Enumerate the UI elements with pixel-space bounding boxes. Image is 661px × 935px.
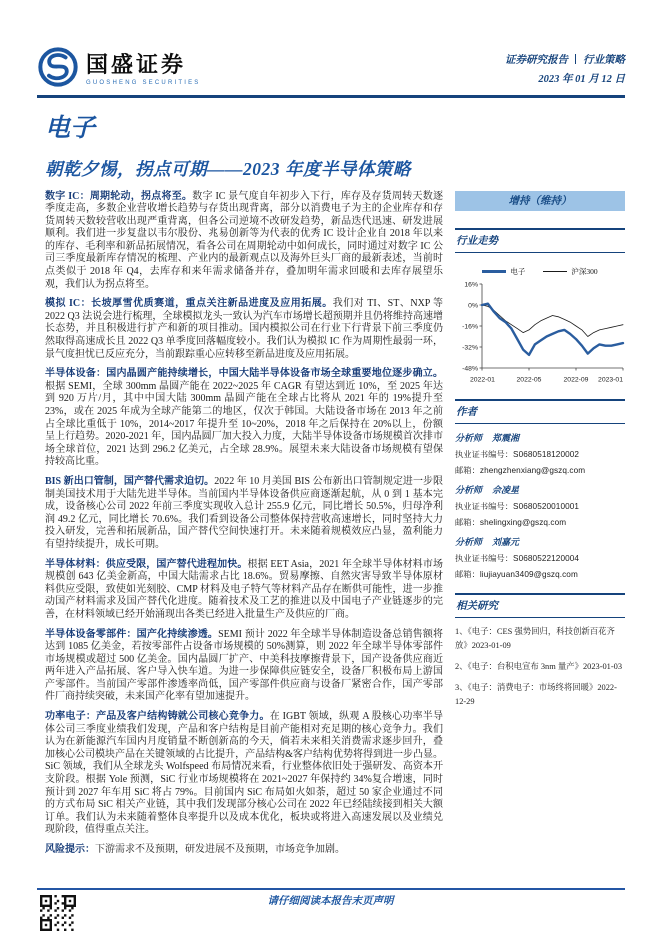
paragraph-analog-ic [45,298,443,361]
qr-code [40,895,76,931]
divider [575,54,576,64]
paragraph-risk-warning [45,844,443,857]
brand-name-en: GUOSHENG SECURITIES [86,80,201,86]
chart-legend [455,267,625,277]
analyst-role: 分析师 [455,432,483,443]
svg-text:2022-09: 2022-09 [563,376,589,383]
paragraph-bis-control [45,476,443,552]
paragraph-lead: BIS 新出口管制，国产替代需求迫切。 [45,475,215,487]
cert-label: 执业证书编号： [455,449,514,459]
svg-text:-32%: -32% [462,343,478,351]
analyst-email[interactable]: liujiayuan3409@gszq.com [479,569,578,579]
paragraph-semi-equipment [45,368,443,469]
line-chart [455,279,627,385]
related-research-link[interactable]: 3、《电子：消费电子：市场终将回暖》2022-12-29 [455,682,617,706]
section-header-related: 相关研究 [455,593,625,618]
guosheng-logo [37,46,200,88]
analyst-role: 分析师 [455,484,483,495]
cert-label: 执业证书编号： [455,553,514,563]
analyst-name: 郑震湘 [492,432,520,443]
analyst-entry [455,483,625,528]
paragraph-text: 2022 年 10 月美国 BIS 公布新出口管制规定进一步限制美国技术用于大陆先进半导体。当前国内半导体设备供应商逐渐起航，从 0 到 1 基本完成，设备核心公司 2022 年前三季度实现收入总计 255.9 亿元，同比增长 50.5%，归母净利润 49.2 亿元，同比增长 70.6%。我们看到设备公司整体保持营收高速增长，同时坚持大力投入研发，完善和拓展新品，国产替代空间快速打开。未来随着规模效应凸显，盈利能力有望持续提升，成长可期。 [45,475,444,550]
legend-swatch-icon [482,270,506,272]
svg-text:2022-05: 2022-05 [516,376,542,383]
sidebar [455,191,625,709]
report-category: 行业策略 [583,55,625,66]
paragraph-lead: 功率电子：产品及客户结构铸就公司核心竞争力。 [45,711,270,723]
legend-swatch-icon [543,271,567,272]
paragraph-text: 下游需求不及预期，研发进展不及预期，市场竞争加剧。 [95,844,345,855]
analyst-email[interactable]: shelingxing@gszq.com [479,517,567,527]
paragraph-lead: 模拟 IC：长坡厚雪优质赛道，重点关注新品进度及应用拓展。 [45,298,333,310]
report-body [45,191,443,864]
industry-trend-chart [455,267,625,385]
authors-section [455,399,625,580]
legend-item-dianzi [482,266,525,277]
svg-text:16%: 16% [464,280,478,288]
section-header-industry-trend: 行业走势 [455,228,625,253]
svg-text:-48%: -48% [462,364,478,372]
paragraph-semi-materials [45,559,443,622]
legend-item-hs300 [543,266,597,277]
guosheng-logo-icon [37,46,79,88]
paragraph-text: 根据 EET Asia，2021 年全球半导体材料市场规模创 643 亿美金新高，中国大陆需求占比 18.6%。贸易摩擦、自然灾害导致半导体原材料供应受限，致使如光刻胶、CMP 材料及电子特气等材料产品存在断供可能性，进一步推动国产材料需求及国产替代化进度。随着技术及工艺的推进以及中国电子产业链逐步的完善，在材料领域已经开始涌现出各类已经进入批量生产及供应的厂商。 [45,558,443,620]
email-label: 邮箱： [455,569,480,579]
footer-rule [37,888,625,890]
related-research-link[interactable]: 2、《电子：台积电宣布 3nm 量产》2023-01-03 [455,661,623,671]
email-label: 邮箱： [455,465,480,475]
header-rule [37,95,625,98]
email-label: 邮箱： [455,517,480,527]
legend-label: 沪深300 [571,267,598,276]
report-date: 2023 年 01 月 12 日 [538,74,625,85]
svg-text:-16%: -16% [462,322,478,330]
industry-title: 电子 [45,114,96,142]
brand-name: 国盛证券 [86,52,187,77]
report-type: 证券研究报告 [505,55,568,66]
paragraph-digital-ic [45,191,443,292]
paragraph-components [45,629,443,705]
cert-label: 执业证书编号： [455,501,514,511]
paragraph-lead: 风险提示： [45,844,95,855]
paragraph-power-electronics [45,711,443,837]
rating-badge: 增持（维持） [455,191,625,211]
related-research-link[interactable]: 1、《电子：CES 强势回归，科技创新百花齐放》2023-01-09 [455,626,615,650]
analyst-role: 分析师 [455,536,483,547]
analyst-name: 刘嘉元 [492,536,520,547]
svg-text:0%: 0% [468,301,478,309]
cert-number: S0680520010001 [513,501,580,511]
analyst-entry [455,431,625,476]
section-header-authors: 作者 [455,399,625,424]
paragraph-text: SEMI 预计 2022 年全球半导体制造设备总销售额将达到 1085 亿美金，若按零部件占设备市场规模的 50%测算，则 2022 年全球半导体零部件市场规模或超过 500 亿美金。国内晶圆厂扩产、中美科技摩擦背景下，国产设备供应商近两年进入产品拓展、客户导入快车道。为进一步保障供应链安全，设备厂积极布局上游国产零部件。当前国产零部件渗透率尚低，国产零部件供应商与设备厂紧密合作，国产零部件厂商持续突破，未来国产化率有望加速提升。 [45,628,443,703]
related-research-section [455,593,625,709]
analyst-name: 佘凌星 [492,484,520,495]
page-title: 朝乾夕惕，拐点可期——2023 年度半导体策略 [45,158,411,179]
paragraph-text: 我们对 TI、ST、NXP 等 2022 Q3 法说会进行梳理，全球模拟龙头一致认为汽车市场增长超预期并且仍将维持高速增长态势，并且积极进行扩产和新的项目推动。国内模拟公司在行业下行背景下前三季度仍然取得高速成长且 2022 Q3 单季度回落幅度较小。我们认为模拟 IC 作为周期性最弱一环，景气度担忧已反应充分，当前跟踪重心应转移至新品进度及应用拓展。 [45,298,443,360]
paragraph-text: 数字 IC 景气度自年初步入下行，库存及存货周转天数逐季度走高，多数企业营收增长趋势与存货出现背离，部分以消费电子为主的企业库存和存货周转天数较营收出现严重背离，但各公司逆境不改研发趋势，新品迭代迅速、研发进展顺利。我们进一步复盘以韦尔股份、兆易创新等为代表的优秀 IC 设计企业自 2018 年以来的库存、毛利率和新品拓展情况，看各公司在周期轮动中如何成长，同时通过对数字 IC 公司三季度最新库存情况的梳理、产业内的最新观点以及海外巨头厂商的最新表述，当前时点类似于 2018 年 Q4，去库存和来年需求储备并存，叠加明年需求回暖和去库存展望乐观，我们认为拐点将至。 [45,190,443,290]
svg-text:2023-01: 2023-01 [598,376,623,383]
legend-label: 电子 [510,267,526,276]
paragraph-lead: 半导体材料：供应受限，国产替代进程加快。 [45,558,248,570]
report-header [0,0,661,98]
report-type-line [505,52,625,67]
analyst-entry [455,535,625,580]
paragraph-text: 根据 SEMI，全球 300mm 晶圆产能在 2022~2025 年 CAGR 有望达到近 10%，至 2025 年达到 920 万片/月，其中中国大陆 300mm 晶圆产能在全球占比将从 2021 年的 19%提升至 23%，或在 2025 年成为全球产能第二的地区，仅次于韩国。大陆设备市场在 2013 年之前占全球比重低于 10%，2014~2017 年提升至 10~20%，2018 年之后保持在 20%以上，份额呈上行趋势。2020-2021 年，国内晶圆厂加大投入力度，大陆半导体设备市场规模首次排市场全球首位，2021 达到 296.2 亿美元，占全球 28.9%。展望未来大陆设备市场规模有望保持较高比重。 [45,380,443,468]
svg-text:2022-01: 2022-01 [470,376,495,383]
cert-number: S0680522120004 [513,553,580,563]
footer-disclaimer: 请仔细阅读本报告末页声明 [267,896,394,907]
paragraph-text: 在 IGBT 领域，纵观 A 股核心功率半导体公司三季度业绩我们发现，产品和客户结构是目前产能相对充足期的核心竞争力。我们认为在新能源汽车国内月度销量不断创新高的今天，倘若未来相关消费需求逐步回升，叠加核心公司模块产品在关键领域的占比提升，产品结构&客户结构优势将得到进一步凸显。SiC 领域，我们从全球龙头 Wolfspeed 布局情况来看，行业整体依旧处于强研发、高资本开支阶段。根据 Yole 预测，SiC 行业市场规模将在 2021~2027 年保持约 34%复合增速，同时预计到 2027 年车用 SiC 将占 79%。目前国内 SiC 布局如火如荼，超过 50 家企业通过不同的方式布局 SiC 相关产业链，其中我们发现部分核心公司在 2022 年已经陆续接到相关大额订单。我们认为未来随着整体良率提升以及成本优化，板块或将进入高速发展以及业绩兑现阶段，值得重点关注。 [45,711,443,836]
paragraph-lead: 半导体设备：国内晶圆产能持续增长，中国大陆半导体设备市场全球重要地位逐步确立。 [45,368,443,380]
analyst-email[interactable]: zhengzhenxiang@gszq.com [479,465,586,475]
paragraph-lead: 数字 IC：周期轮动，拐点将至。 [45,190,193,202]
cert-number: S0680518120002 [513,449,580,459]
paragraph-lead: 半导体设备零部件：国产化持续渗透。 [45,628,219,640]
